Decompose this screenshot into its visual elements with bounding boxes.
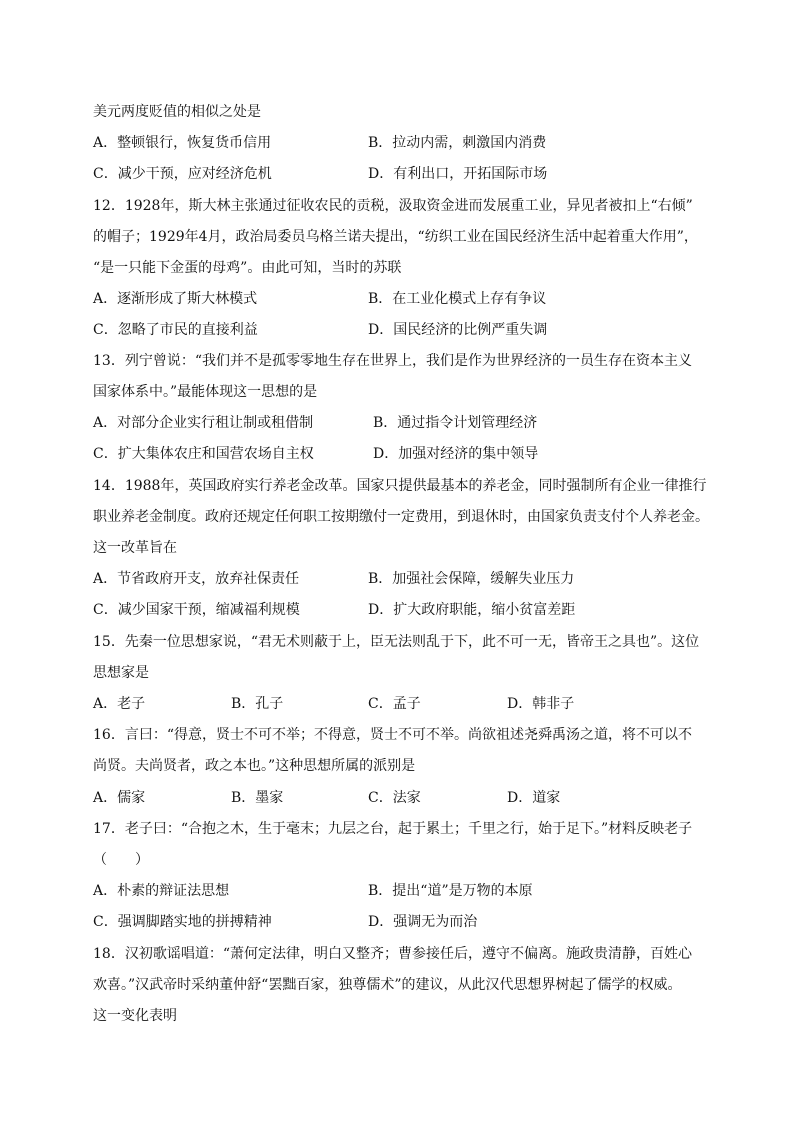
q14-stem-line-3: 这一改革旨在 bbox=[93, 540, 177, 556]
q13-stem-line-1: 13．列宁曾说：“我们并不是孤零零地生存在世界上，我们是作为世界经济的一员生存在资本主义 bbox=[93, 353, 692, 369]
q13-option-d: D．加强对经济的集中领导 bbox=[373, 446, 539, 462]
q14-option-a: A．节省政府开支，放弃社保责任 bbox=[93, 571, 300, 587]
q16-option-b: B．墨家 bbox=[231, 790, 284, 806]
q11-option-a: A．整顿银行，恢复货币信用 bbox=[93, 135, 272, 151]
q18-stem-line-1: 18．汉初歌谣唱道：“萧何定法律，明白又整齐；曹参接任后，遵守不偏离。施政贵清静，百姓心 bbox=[93, 946, 692, 962]
q14-option-b: B．加强社会保障，缓解失业压力 bbox=[368, 571, 575, 587]
q12-stem-line-1: 12．1928年，斯大林主张通过征收农民的贡税，汲取资金进而发展重工业，异见者被扣上“右倾” bbox=[93, 198, 693, 214]
q13-option-b: B．通过指令计划管理经济 bbox=[373, 415, 538, 431]
q14-stem-line-1: 14．1988年，英国政府实行养老金改革。国家只提供最基本的养老金，同时强制所有企业一律推行 bbox=[93, 478, 707, 494]
q17-option-a: A．朴素的辩证法思想 bbox=[93, 883, 230, 899]
q15-option-d: D．韩非子 bbox=[507, 696, 575, 712]
q14-stem-line-2: 职业养老金制度。政府还规定任何职工按期缴付一定费用，到退休时，由国家负责支付个人养老金。 bbox=[93, 509, 709, 525]
q12-option-d: D．国民经济的比例严重失调 bbox=[368, 322, 548, 338]
q17-option-b: B．提出“道”是万物的本原 bbox=[368, 883, 533, 899]
q12-stem-line-2: 的帽子；1929年4月，政治局委员乌格兰诺夫提出，“纺织工业在国民经济生活中起着重大作用”， bbox=[93, 229, 698, 245]
q15-option-b: B．孔子 bbox=[231, 696, 284, 712]
q11-option-d: D．有利出口，开拓国际市场 bbox=[368, 166, 548, 182]
q16-stem-line-1: 16．言曰：“得意，贤士不可不举；不得意，贤士不可不举。尚欲祖述尧舜禹汤之道，将不可以不 bbox=[93, 727, 692, 743]
q17-answer-blank: （ ） bbox=[93, 852, 149, 868]
q17-option-c: C．强调脚踏实地的拼搏精神 bbox=[93, 914, 272, 930]
q16-option-d: D．道家 bbox=[507, 790, 561, 806]
q16-stem-line-2: 尚贤。夫尚贤者，政之本也。”这种思想所属的派别是 bbox=[93, 758, 416, 774]
q18-stem-line-3: 这一变化表明 bbox=[93, 1008, 177, 1024]
q14-option-c: C．减少国家干预，缩减福利规模 bbox=[93, 602, 300, 618]
q15-stem-line-1: 15．先秦一位思想家说，“君无术则蔽于上，臣无法则乱于下，此不可一无，皆帝王之具也”。这位 bbox=[93, 634, 700, 650]
q13-option-a: A．对部分企业实行租让制或租借制 bbox=[93, 415, 314, 431]
q12-option-a: A．逐渐形成了斯大林模式 bbox=[93, 291, 258, 307]
q18-stem-line-2: 欢喜。”汉武帝时采纳董仲舒“罢黜百家，独尊儒术”的建议，从此汉代思想界树起了儒学的权威。 bbox=[93, 977, 682, 993]
q17-stem-line-1: 17．老子曰：“合抱之木，生于毫末；九层之台，起于累土；千里之行，始于足下。”材料反映老子 bbox=[93, 821, 693, 837]
intro-line: 美元两度贬值的相似之处是 bbox=[93, 104, 261, 120]
q11-option-c: C．减少干预，应对经济危机 bbox=[93, 166, 272, 182]
q15-option-a: A．老子 bbox=[93, 696, 146, 712]
q15-stem-line-2: 思想家是 bbox=[93, 665, 149, 681]
q12-stem-line-3: “是一只能下金蛋的母鸡”。由此可知，当时的苏联 bbox=[93, 260, 402, 276]
q14-option-d: D．扩大政府职能，缩小贫富差距 bbox=[368, 602, 576, 618]
q16-option-a: A．儒家 bbox=[93, 790, 146, 806]
q13-option-c: C．扩大集体农庄和国营农场自主权 bbox=[93, 446, 314, 462]
q16-option-c: C．法家 bbox=[368, 790, 421, 806]
q12-option-b: B．在工业化模式上存有争议 bbox=[368, 291, 547, 307]
q12-option-c: C．忽略了市民的直接利益 bbox=[93, 322, 258, 338]
q13-stem-line-2: 国家体系中。”最能体现这一思想的是 bbox=[93, 384, 318, 400]
q17-option-d: D．强调无为而治 bbox=[368, 914, 478, 930]
q11-option-b: B．拉动内需，刺激国内消费 bbox=[368, 135, 547, 151]
q15-option-c: C．孟子 bbox=[368, 696, 421, 712]
